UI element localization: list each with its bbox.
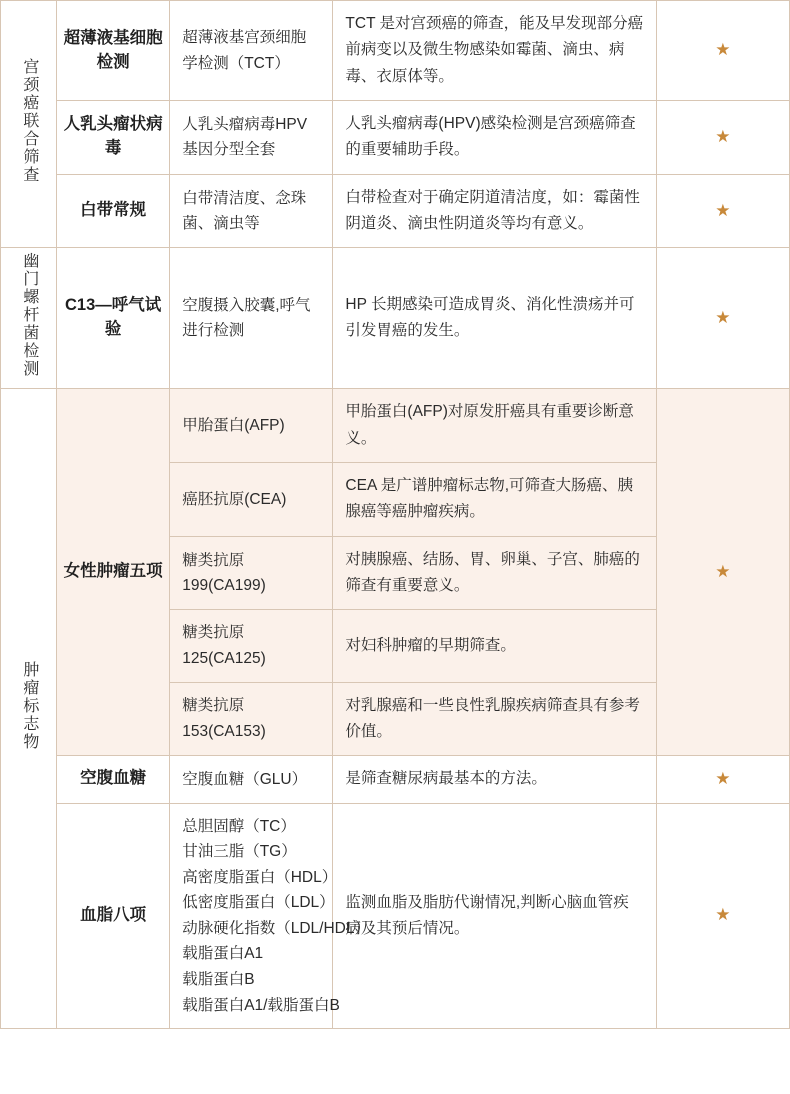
item-description-cell: 人乳头瘤病毒(HPV)感染检测是宫颈癌筛查的重要辅助手段。 — [333, 101, 656, 175]
item-detail-cell: 空腹摄入胶囊,呼气进行检测 — [170, 248, 333, 389]
item-description-cell: CEA 是广谱肿瘤标志物,可筛查大肠癌、胰腺癌等癌肿瘤疾病。 — [333, 463, 656, 537]
item-detail-cell: 糖类抗原199(CA199) — [170, 536, 333, 610]
item-detail-cell: 糖类抗原153(CA153) — [170, 682, 333, 756]
lipid-line: 甘油三脂（TG） — [182, 843, 297, 861]
item-name-cell: 白带常规 — [57, 174, 170, 248]
lipid-line: 低密度脂蛋白（LDL） — [182, 894, 335, 912]
lipid-line: 总胆固醇（TC） — [182, 817, 296, 835]
item-detail-cell: 癌胚抗原(CEA) — [170, 463, 333, 537]
item-description-cell: 对妇科肿瘤的早期筛查。 — [333, 610, 656, 682]
star-cell — [656, 756, 789, 803]
star-icon: ★ — [715, 200, 731, 220]
lipid-line: 载脂蛋白B — [182, 971, 255, 988]
table-row — [1, 1, 790, 101]
item-detail-cell: 空腹血糖（GLU） — [170, 756, 333, 803]
item-description-cell: 监测血脂及脂肪代谢情况,判断心脑血管疾病及其预后情况。 — [333, 803, 656, 1029]
item-detail-cell — [170, 803, 370, 1029]
lipid-line: 载脂蛋白A1/载脂蛋白B — [182, 996, 340, 1014]
star-icon: ★ — [715, 40, 731, 60]
item-detail-cell: 糖类抗原125(CA125) — [170, 610, 333, 682]
table-row — [1, 101, 790, 175]
lipid-line: 载脂蛋白A1 — [182, 945, 264, 963]
item-description-cell: HP 长期感染可造成胃炎、消化性溃疡并可引发胃癌的发生。 — [333, 248, 656, 389]
item-description-cell: 甲胎蛋白(AFP)对原发肝癌具有重要诊断意义。 — [333, 389, 656, 463]
item-description-cell: 对乳腺癌和一些良性乳腺疾病筛查具有参考价值。 — [333, 682, 656, 756]
category-cell-tumor-markers: 肿瘤标志物 — [1, 389, 57, 1029]
star-icon: ★ — [715, 561, 731, 581]
item-description-cell: 是筛查糖尿病最基本的方法。 — [333, 756, 656, 803]
item-detail-cell: 人乳头瘤病毒HPV基因分型全套 — [170, 101, 333, 175]
item-name-cell: 人乳头瘤状病毒 — [57, 101, 170, 175]
item-detail-cell: 超薄液基宫颈细胞学检测（TCT） — [170, 1, 333, 101]
star-icon: ★ — [715, 768, 731, 788]
star-cell — [656, 1, 789, 101]
table-row — [1, 389, 790, 463]
table-row — [1, 248, 790, 389]
category-cell-hpylori: 幽门螺杆菌检测 — [1, 248, 57, 389]
star-cell — [656, 174, 789, 248]
item-name-cell: C13—呼气试验 — [57, 248, 170, 389]
star-icon: ★ — [715, 905, 731, 925]
category-cell-cervical: 宫颈癌联合筛查 — [1, 1, 57, 248]
item-description-cell: TCT 是对宫颈癌的筛查，能及早发现部分癌前病变以及微生物感染如霉菌、滴虫、病毒、衣原体等。 — [333, 1, 656, 101]
table-row — [1, 756, 790, 803]
star-cell — [656, 101, 789, 175]
lipid-line: 高密度脂蛋白（HDL） — [182, 868, 338, 886]
item-name-cell: 血脂八项 — [57, 803, 170, 1029]
star-cell — [656, 389, 789, 756]
item-detail-cell: 白带清洁度、念珠菌、滴虫等 — [170, 174, 333, 248]
item-name-cell: 超薄液基细胞检测 — [57, 1, 170, 101]
table-row — [1, 803, 790, 1029]
star-icon: ★ — [715, 307, 731, 327]
star-cell — [656, 248, 789, 389]
item-name-cell: 空腹血糖 — [57, 756, 170, 803]
star-icon: ★ — [715, 126, 731, 146]
item-name-cell: 女性肿瘤五项 — [57, 389, 170, 756]
table-row — [1, 174, 790, 248]
item-description-cell: 对胰腺癌、结肠、胃、卵巢、子宫、肺癌的筛查有重要意义。 — [333, 536, 656, 610]
lipid-line: 动脉硬化指数（LDL/HDL） — [182, 919, 370, 937]
star-cell — [656, 803, 789, 1029]
item-description-cell: 白带检查对于确定阴道清洁度，如：霉菌性阴道炎、滴虫性阴道炎等均有意义。 — [333, 174, 656, 248]
item-detail-cell: 甲胎蛋白(AFP) — [170, 389, 333, 463]
